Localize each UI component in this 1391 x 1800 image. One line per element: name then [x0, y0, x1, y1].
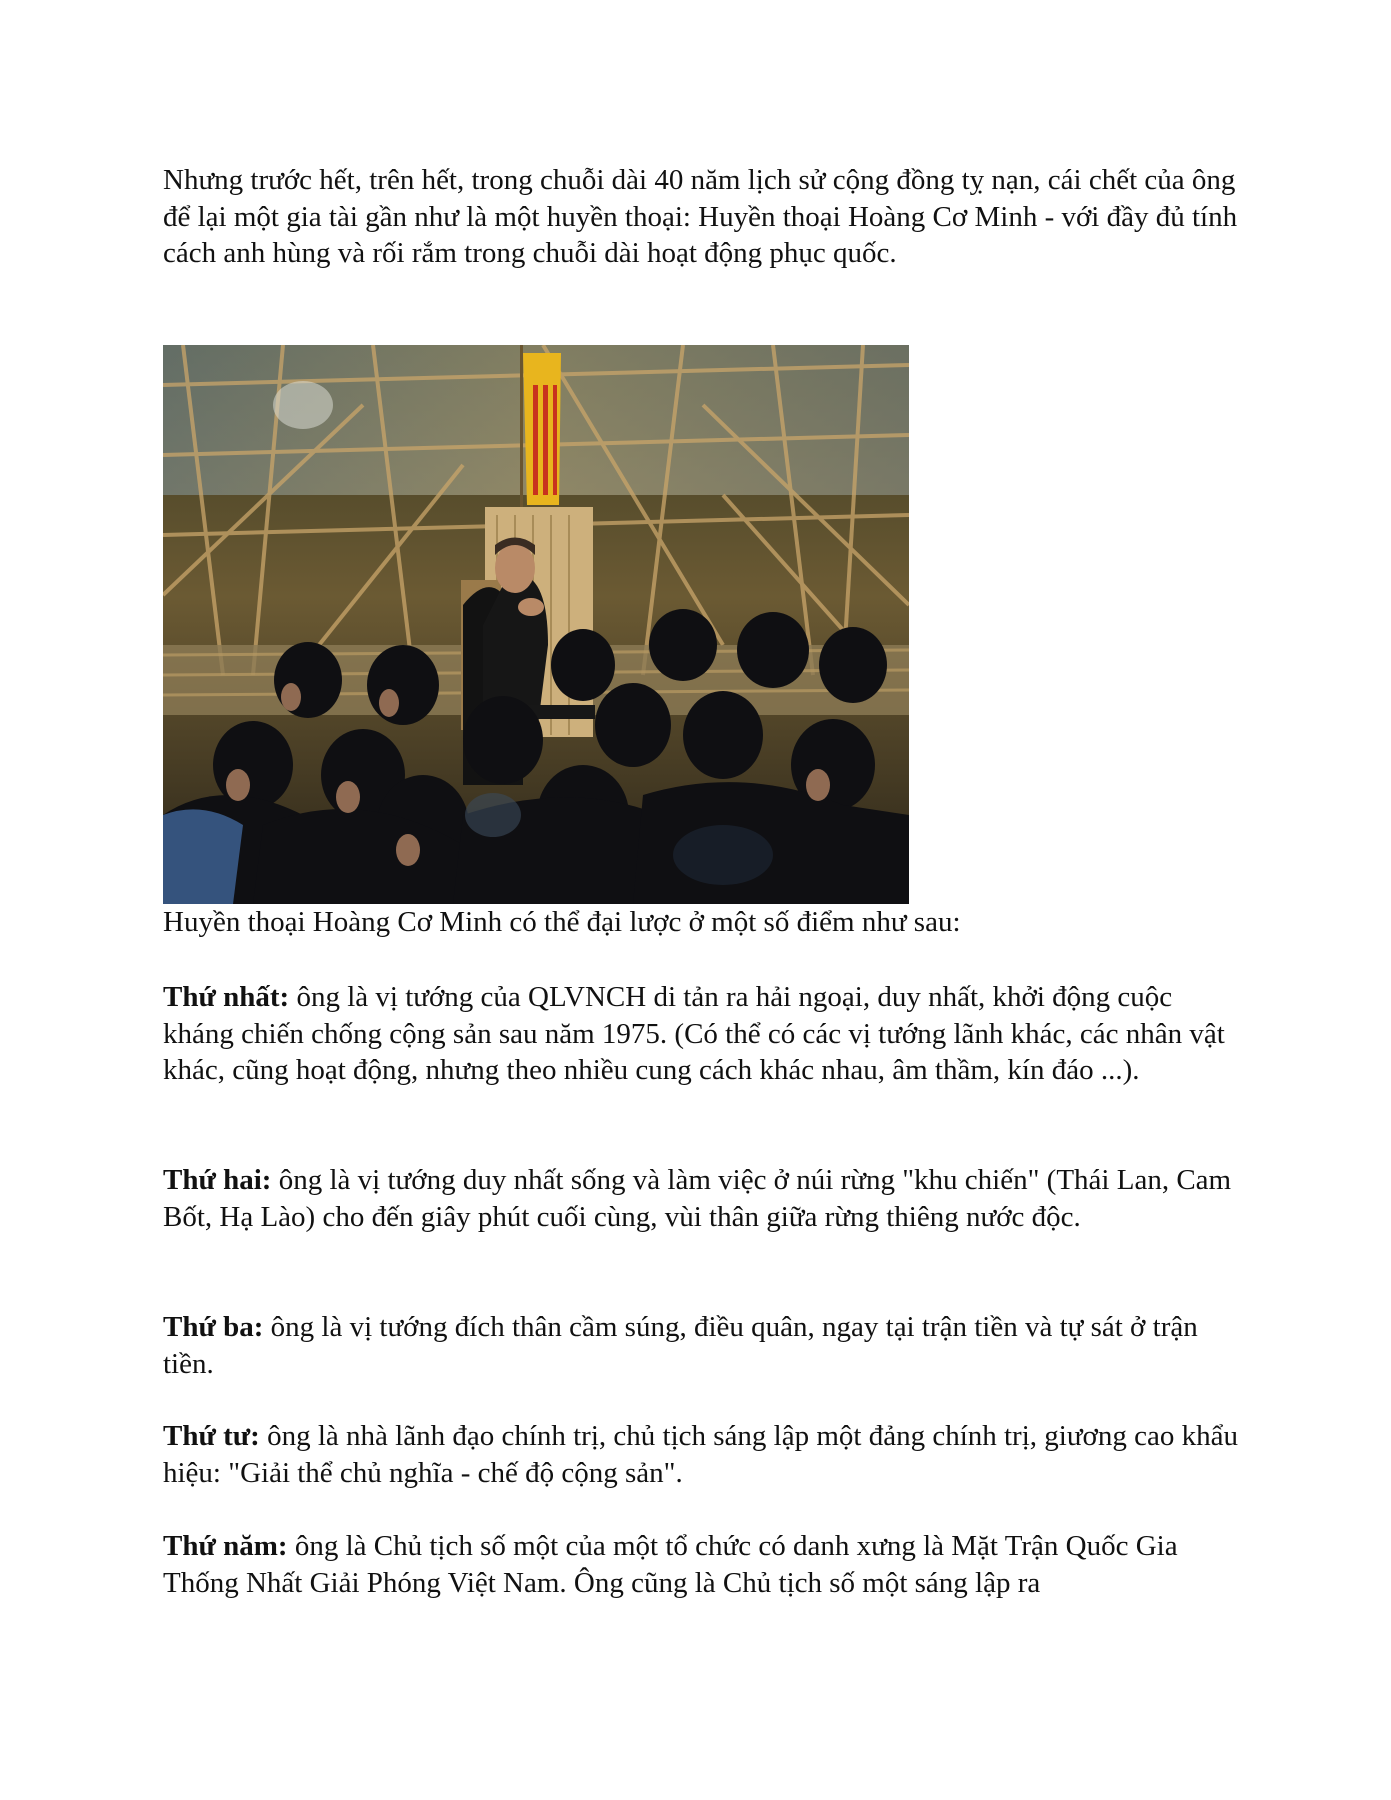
point-1-paragraph [163, 979, 1243, 1089]
point-2-paragraph [163, 1162, 1243, 1235]
point-4-text: ông là nhà lãnh đạo chính trị, chủ tịch sáng lập một đảng chính trị, giương cao khẩu hiệu: "Giải thể chủ nghĩa - chế độ cộng sản". [163, 1420, 1238, 1489]
point-2-text: ông là vị tướng duy nhất sống và làm việc ở núi rừng "khu chiến" (Thái Lan, Cam Bốt, Hạ Lào) cho đến giây phút cuối cùng, vùi thân giữa rừng thiêng nước độc. [163, 1164, 1232, 1233]
point-1-text: ông là vị tướng của QLVNCH di tản ra hải ngoại, duy nhất, khởi động cuộc kháng chiến chống cộng sản sau năm 1975. (Có thể có các vị tướng lãnh khác, các nhân vật khác, cũng hoạt động, nhưng theo nhiều cung cách khác nhau, âm thầm, kín đáo ...). [163, 981, 1225, 1086]
point-4-label: Thứ tư: [163, 1420, 260, 1452]
point-4-paragraph [163, 1418, 1243, 1491]
point-5-label: Thứ năm: [163, 1530, 288, 1562]
photo-caption: Huyền thoại Hoàng Cơ Minh có thể đại lược ở một số điểm như sau: [163, 906, 961, 938]
point-5-paragraph [163, 1528, 1243, 1601]
intro-paragraph: Nhưng trước hết, trên hết, trong chuỗi dài 40 năm lịch sử cộng đồng tỵ nạn, cái chết của ông để lại một gia tài gần như là một huyền thoại: Huyền thoại Hoàng Cơ Minh - với đầy đủ tính cách anh hùng và rối rắm trong chuỗi dài hoạt động phục quốc. [163, 164, 1238, 269]
point-1-label: Thứ nhất: [163, 981, 290, 1013]
point-3-label: Thứ ba: [163, 1311, 264, 1343]
jungle-gathering-photo [163, 345, 909, 904]
meeting-photo [163, 345, 909, 904]
point-3-text: ông là vị tướng đích thân cầm súng, điều quân, ngay tại trận tiền và tự sát ở trận tiền. [163, 1311, 1198, 1380]
point-5-text: ông là Chủ tịch số một của một tổ chức có danh xưng là Mặt Trận Quốc Gia Thống Nhất Giải Phóng Việt Nam. Ông cũng là Chủ tịch số một sáng lập ra [163, 1530, 1178, 1599]
point-2-label: Thứ hai: [163, 1164, 272, 1196]
point-3-paragraph [163, 1309, 1243, 1382]
